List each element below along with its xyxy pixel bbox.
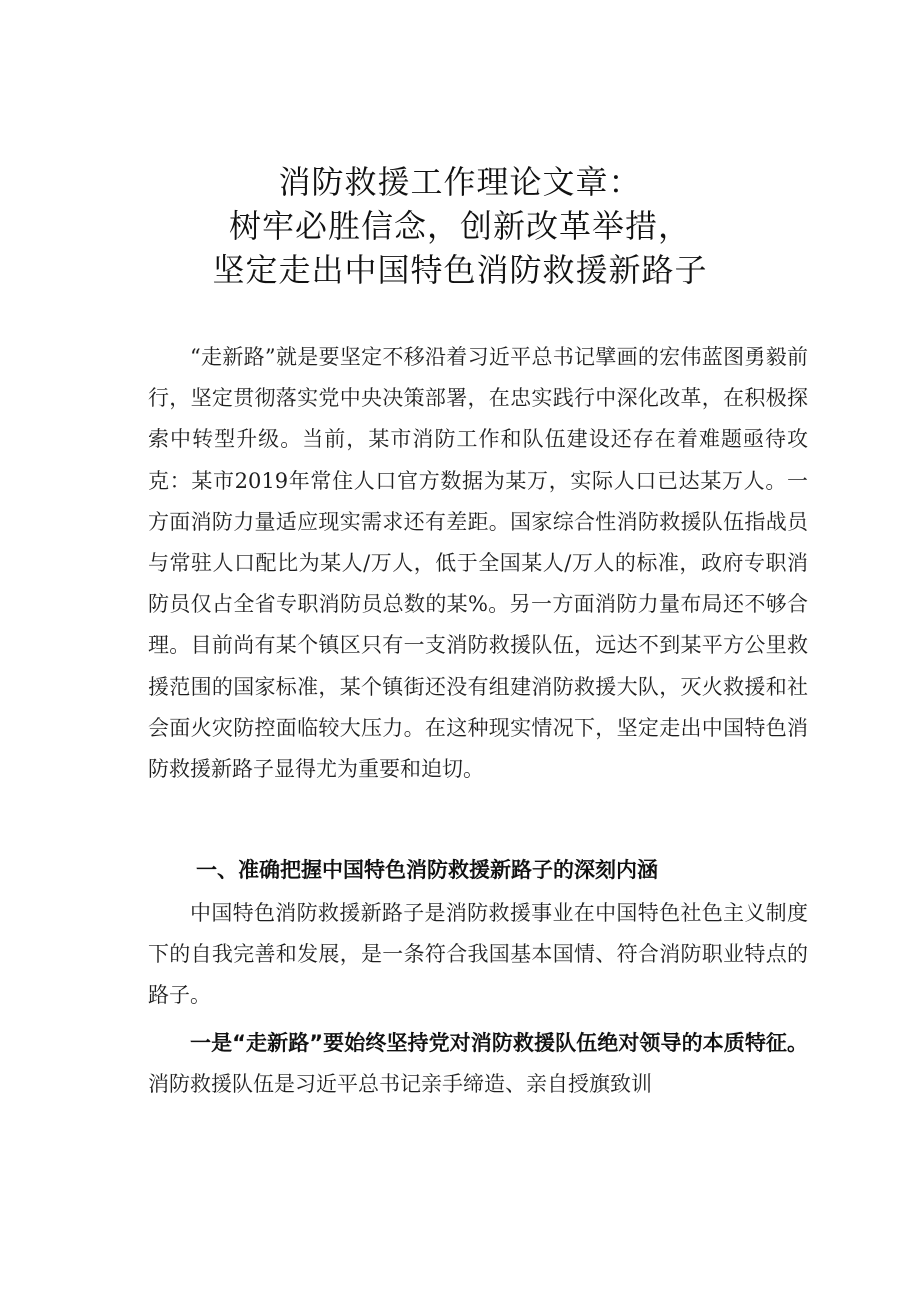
point1-bold-lead: 一是“走新路”要始终坚持党对消防救援队伍绝对领导的本质特征。 xyxy=(190,1031,808,1055)
title-line-1: 消防救援工作理论文章： xyxy=(278,163,642,201)
point1-text: 消防救援队伍是习近平总书记亲手缔造、亲自授旗致训 xyxy=(148,1072,652,1097)
title-line-3: 坚定走出中国特色消防救援新路子 xyxy=(212,251,708,289)
title-line-2: 树牢必胜信念，创新改革举措， xyxy=(228,207,691,245)
section-heading-1: 一、准确把握中国特色消防救援新路子的深刻内涵 xyxy=(196,858,658,882)
section1-point1-paragraph xyxy=(148,1023,808,1105)
section1-paragraph: 中国特色消防救援新路子是消防救援事业在中国特色社色主义制度下的自我完善和发展，是一条符合我国基本国情、符合消防职业特点的路子。 xyxy=(148,901,808,1008)
intro-paragraph: “走新路”就是要坚定不移沿着习近平总书记擘画的宏伟蓝图勇毅前行，坚定贯彻落实党中央决策部署，在忠实践行中深化改革，在积极探索中转型升级。当前，某市消防工作和队伍建设还存在着难题亟待攻克：某市2019年常住人口官方数据为某万，实际人口已达某万人。一方面消防力量适应现实需求还有差距。国家综合性消防救援队伍指战员与常驻人口配比为某人/万人，低于全国某人/万人的标准，政府专职消防员仅占全省专职消防员总数的某%。另一方面消防力量布局还不够合理。目前尚有某个镇区只有一支消防救援队伍，远达不到某平方公里救援范围的国家标准，某个镇街还没有组建消防救援大队，灭火救援和社会面火灾防控面临较大压力。在这种现实情况下，坚定走出中国特色消防救援新路子显得尤为重要和迫切。 xyxy=(148,345,808,782)
